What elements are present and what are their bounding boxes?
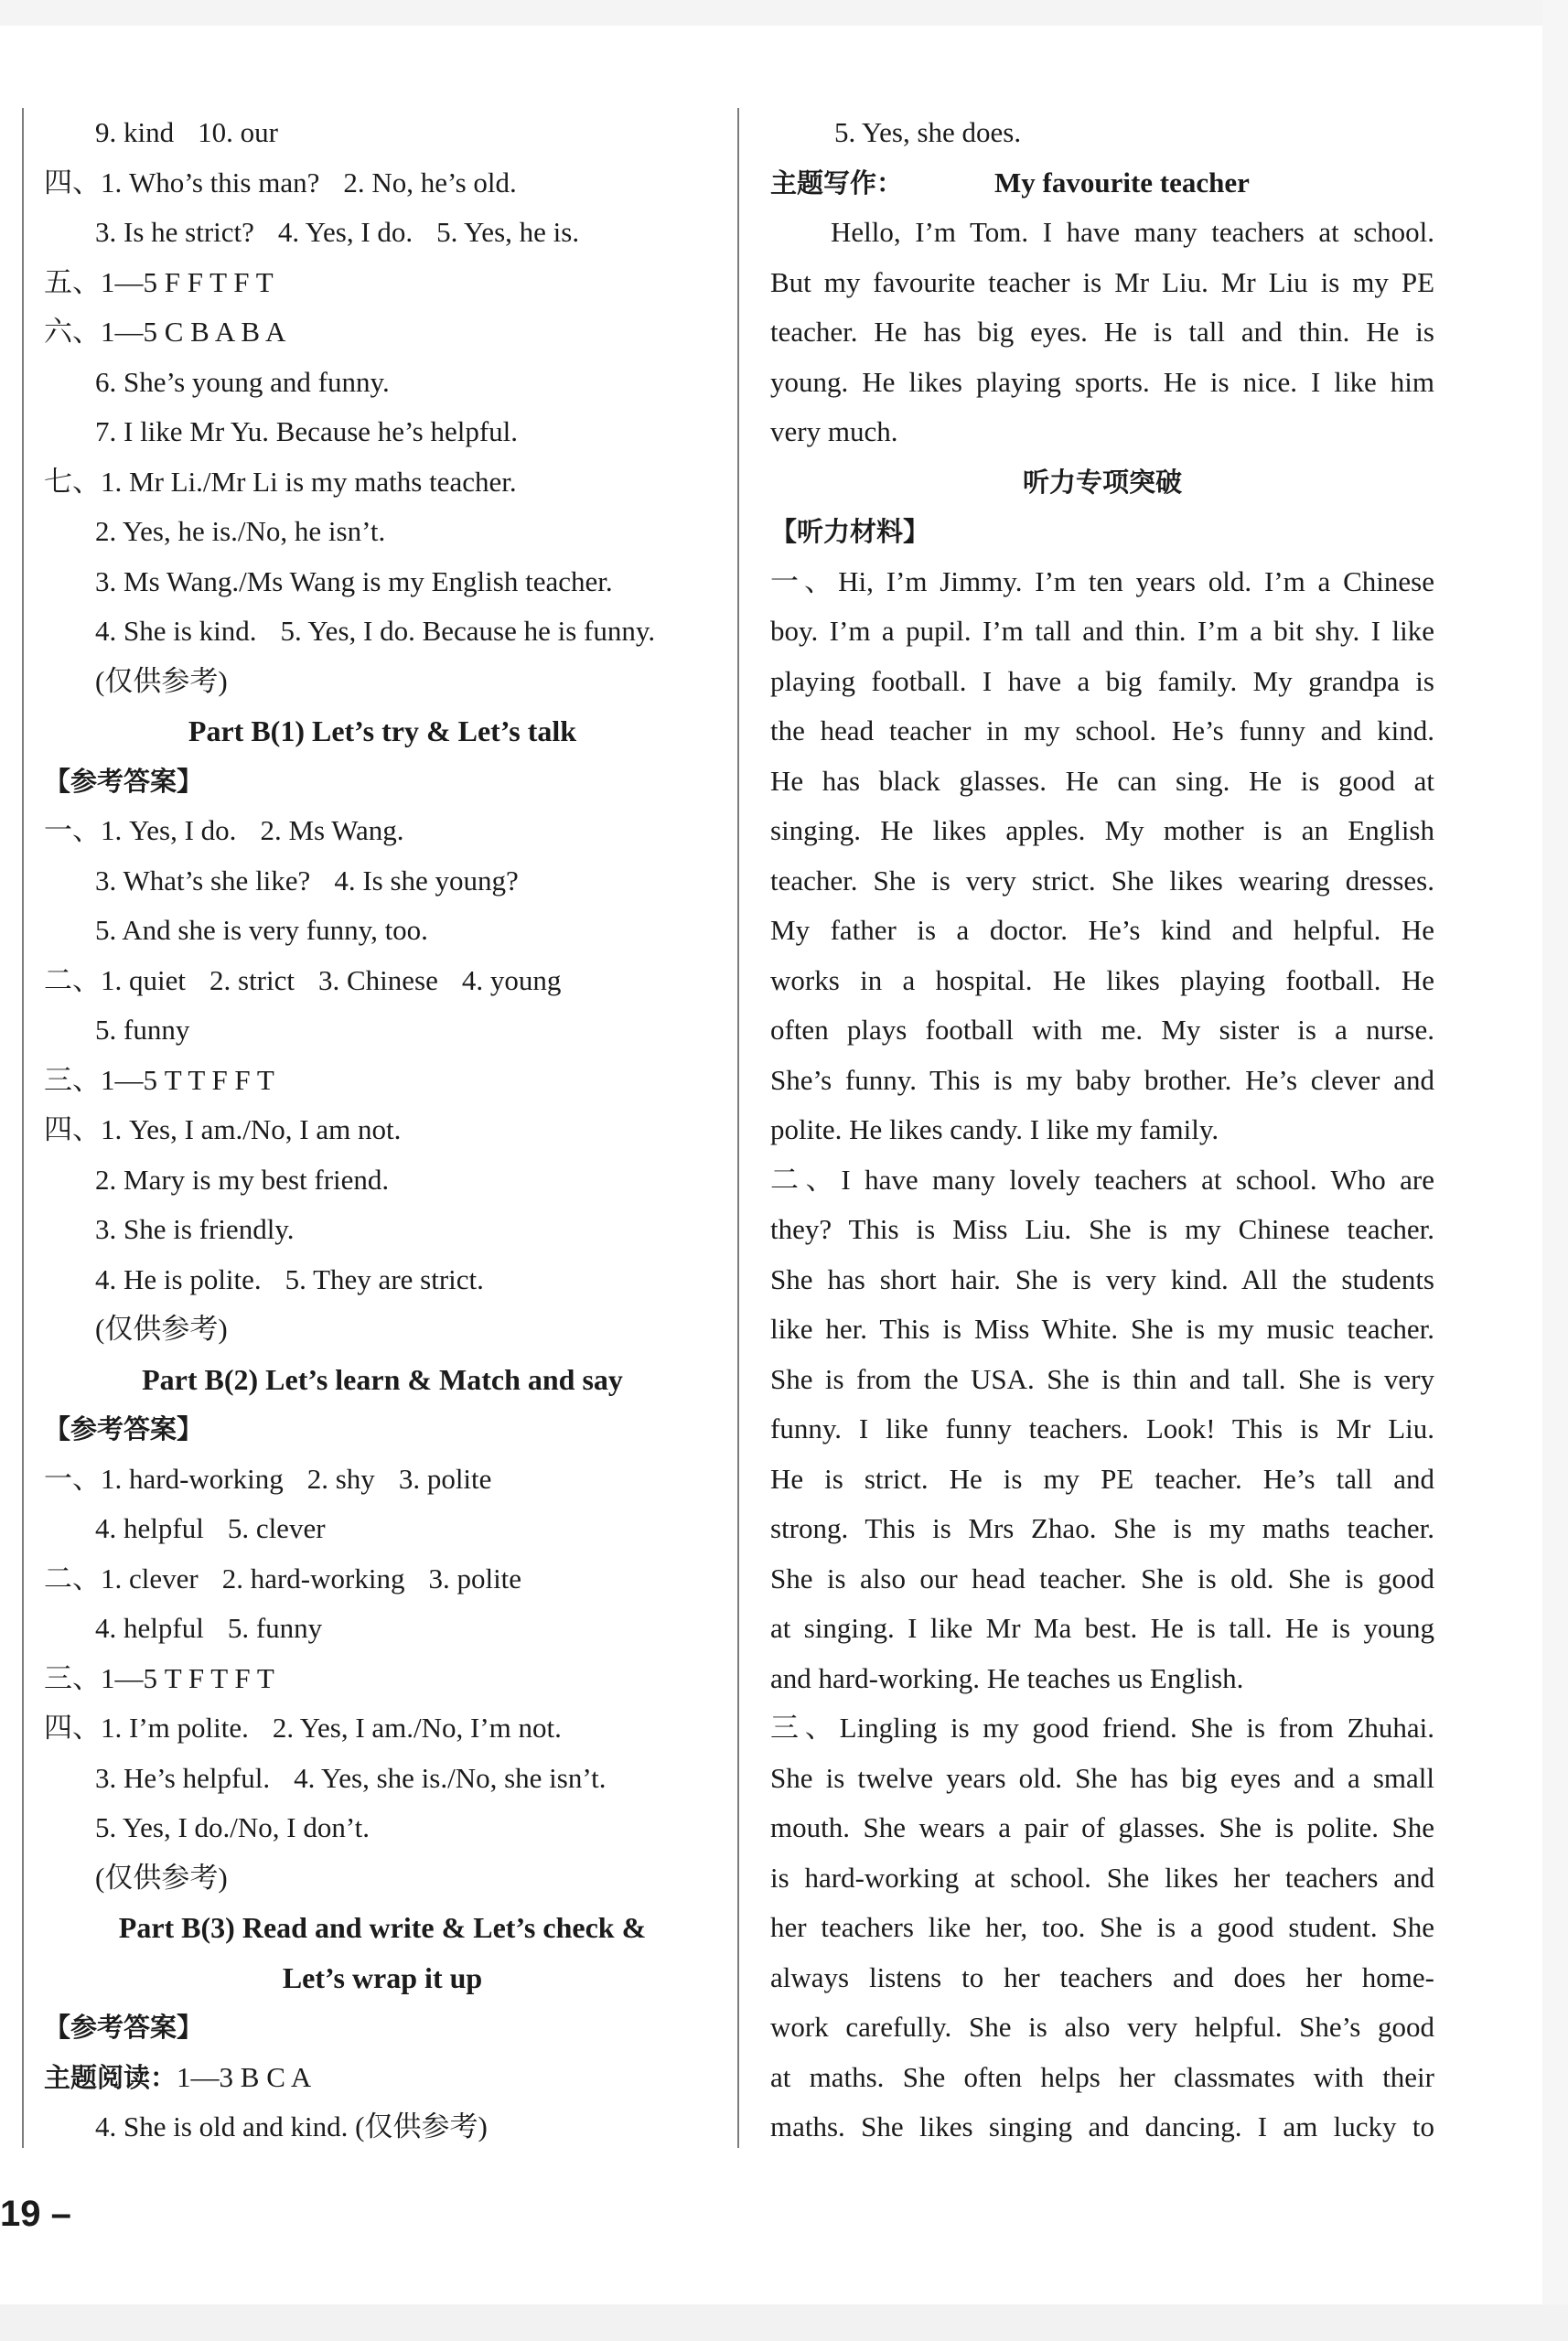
answer-line (44, 557, 721, 607)
page-right-margin (1542, 0, 1568, 2341)
answer-line (44, 158, 721, 209)
paragraph-line: at maths. She often helps her classmates with their (770, 2060, 1434, 2093)
right-column (770, 108, 1434, 2153)
paragraph-line: at singing. I like Mr Ma best. He is tall. He is young (770, 1612, 1434, 1644)
answer-item: 三、1—5 T F T F T (44, 1661, 274, 1694)
paragraph-line: works in a hospital. He likes playing football. He (770, 963, 1434, 996)
answer-line (44, 1803, 721, 1853)
paragraph-line: She has short hair. She is very kind. All the students (770, 1262, 1434, 1295)
paragraph-line: Hello, I’m Tom. I have many teachers at school. (831, 216, 1434, 248)
answer-item: 六、1—5 C B A B A (44, 316, 286, 348)
paragraph-line: the head teacher in my school. He’s funny and kind. (770, 714, 1434, 746)
answer-item: 3. Ms Wang./Ms Wang is my English teacher. (95, 564, 613, 597)
page-number: 19 – (0, 2194, 71, 2234)
answer-line (44, 607, 721, 657)
answer-item: 5. And she is very funny, too. (95, 914, 428, 946)
topic-label: 主题阅读： (44, 2061, 177, 2093)
paragraph-line: teacher. She is very strict. She likes wearing dresses. (770, 864, 1434, 897)
answer-item: 2. Ms Wang. (260, 814, 404, 846)
answer-item: 5. Yes, he is. (436, 216, 580, 248)
paragraph-line: singing. He likes apples. My mother is an English (770, 814, 1434, 846)
answer-line (44, 507, 721, 557)
answer-item: (仅供参考) (95, 664, 228, 697)
answer-item: 5. funny (95, 1014, 190, 1046)
answer-item: 5. funny (227, 1612, 323, 1644)
answer-line (44, 856, 721, 907)
answer-line (44, 358, 721, 408)
answer-item: 四、1. Yes, I am./No, I am not. (44, 1113, 402, 1145)
section-heading: 听力专项突破 (1022, 466, 1182, 498)
answer-line (44, 208, 721, 258)
answer-item: 七、1. Mr Li./Mr Li is my maths teacher. (44, 465, 517, 498)
answer-item: 2. strict (209, 963, 295, 996)
answer-item: 7. I like Mr Yu. Because he’s helpful. (95, 415, 519, 447)
essay-title: My favourite teacher (994, 166, 1250, 199)
answer-line (44, 906, 721, 956)
answer-line (44, 1554, 721, 1605)
answer-item: 5. Yes, she does. (834, 116, 1022, 148)
answer-line (44, 2102, 721, 2153)
answer-key-label: 【参考答案】 (44, 1413, 204, 1444)
paragraph-line: My father is a doctor. He’s kind and helpful. He (770, 914, 1434, 946)
answer-item: 三、1—5 T T F F T (44, 1063, 274, 1096)
paragraph-line: He is strict. He is my PE teacher. He’s tall and (770, 1462, 1434, 1495)
paragraph-line: her teachers like her, too. She is a good student. She (770, 1911, 1434, 1943)
left-margin-rule (22, 108, 24, 2148)
answer-line (44, 1703, 721, 1754)
answer-item: 2. Mary is my best friend. (95, 1163, 390, 1196)
answer-line (44, 307, 721, 358)
paragraph-line: always listens to her teachers and does her home- (770, 1960, 1434, 1993)
answer-item: 4. She is kind. (95, 615, 257, 647)
section-heading: Part B(1) Let’s try & Let’s talk (188, 714, 577, 747)
answer-line (44, 1504, 721, 1554)
answer-line (44, 1056, 721, 1106)
answer-line (44, 1604, 721, 1654)
answer-item: 2. hard-working (221, 1562, 405, 1595)
paragraph-line: She is twelve years old. She has big eyes and a small (770, 1761, 1434, 1794)
answer-line (44, 258, 721, 308)
answer-line (44, 457, 721, 508)
answer-item: 5. They are strict. (285, 1262, 484, 1295)
column-divider-rule (737, 108, 739, 2148)
paragraph-line: teacher. He has big eyes. He is tall and thin. He is (770, 316, 1434, 348)
paragraph-line: and hard-working. He teaches us English. (770, 1661, 1244, 1694)
answer-line (44, 1205, 721, 1255)
paragraph-line: like her. This is Miss White. She is my music teacher. (770, 1313, 1434, 1345)
answer-item: 2. Yes, I am./No, I’m not. (272, 1712, 562, 1744)
paragraph-line: playing football. I have a big family. My grandpa is (770, 664, 1434, 697)
paragraph-line: boy. I’m a pupil. I’m tall and thin. I’m a bit shy. I like (770, 615, 1434, 647)
answer-item: 3. polite (428, 1562, 522, 1595)
paragraph-line: She’s funny. This is my baby brother. He’s clever and (770, 1063, 1434, 1096)
paragraph-line: they? This is Miss Liu. She is my Chinese teacher. (770, 1213, 1434, 1245)
answer-text: 1—3 B C A (177, 2060, 312, 2093)
paragraph-line: is hard-working at school. She likes her teachers and (770, 1861, 1434, 1894)
answer-line (44, 806, 721, 856)
paragraph-line: funny. I like funny teachers. Look! This is Mr Liu. (770, 1412, 1434, 1444)
answer-item: 5. clever (227, 1512, 326, 1544)
answer-item: 3. polite (398, 1462, 492, 1495)
answer-item: 3. What’s she like? (95, 864, 311, 897)
answer-key-label: 【听力材料】 (770, 516, 930, 547)
answer-line (44, 1155, 721, 1206)
paragraph-line: She is also our head teacher. She is old. She is good (770, 1562, 1434, 1595)
paragraph-line: often plays football with me. My sister is a nurse. (770, 1014, 1434, 1046)
answer-item: 3. Is he strict? (95, 216, 254, 248)
answer-line (44, 1305, 721, 1355)
paragraph-line: work carefully. She is also very helpful. She’s good (770, 2011, 1434, 2043)
paragraph-line: 一、Hi, I’m Jimmy. I’m ten years old. I’m a Chinese (770, 564, 1434, 597)
answer-line (44, 657, 721, 707)
answer-item: 5. Yes, I do./No, I don’t. (95, 1811, 370, 1843)
answer-item: 3. Chinese (318, 963, 438, 996)
answer-item: 一、1. Yes, I do. (44, 814, 237, 846)
answer-item: 四、1. Who’s this man? (44, 166, 320, 199)
paragraph-line: young. He likes playing sports. He is nice. I like him (770, 365, 1434, 398)
answer-item: 5. Yes, I do. Because he is funny. (280, 615, 656, 647)
page-top-margin (0, 0, 1568, 26)
answer-item: 4. She is old and kind. (仅供参考) (95, 2110, 488, 2142)
answer-key-label: 【参考答案】 (44, 765, 204, 797)
answer-line (44, 2053, 721, 2103)
answer-item: 二、1. quiet (44, 963, 186, 996)
answer-line (44, 1853, 721, 1904)
answer-item: 9. kind (95, 116, 175, 148)
answer-key-label: 【参考答案】 (44, 2012, 204, 2043)
answer-item: (仅供参考) (95, 1313, 228, 1345)
answer-item: 3. She is friendly. (95, 1213, 295, 1245)
answer-item: 6. She’s young and funny. (95, 365, 390, 398)
answer-item: (仅供参考) (95, 1861, 228, 1894)
paragraph-line: He has black glasses. He can sing. He is good at (770, 764, 1434, 797)
answer-line (44, 108, 721, 158)
section-heading: Let’s wrap it up (282, 1960, 483, 1994)
paragraph-line: But my favourite teacher is Mr Liu. Mr Liu is my PE (770, 265, 1434, 298)
answer-item: 五、1—5 F F T F T (44, 265, 274, 298)
section-heading: Part B(3) Read and write & Let’s check & (118, 1911, 647, 1944)
paragraph-line: maths. She likes singing and dancing. I am lucky to (770, 2110, 1434, 2142)
section-heading: Part B(2) Let’s learn & Match and say (142, 1362, 623, 1396)
answer-item: 二、1. clever (44, 1562, 199, 1595)
answer-item: 2. No, he’s old. (343, 166, 517, 199)
page-bottom-margin (0, 2304, 1568, 2341)
answer-item: 四、1. I’m polite. (44, 1712, 249, 1744)
answer-line (44, 1654, 721, 1704)
answer-item: 2. Yes, he is./No, he isn’t. (95, 515, 386, 547)
answer-line (44, 1455, 721, 1505)
answer-item: 一、1. hard-working (44, 1462, 284, 1495)
answer-item: 4. Yes, she is./No, she isn’t. (294, 1761, 607, 1794)
answer-line (44, 1255, 721, 1305)
topic-label: 主题写作： (770, 166, 904, 199)
paragraph-line: strong. This is Mrs Zhao. She is my maths teacher. (770, 1512, 1434, 1544)
answer-item: 10. our (198, 116, 278, 148)
paragraph-line: 二、I have many lovely teachers at school. Who are (770, 1163, 1434, 1196)
answer-item: 4. helpful (95, 1512, 204, 1544)
answer-item: 4. Is she young? (334, 864, 519, 897)
paragraph-line: mouth. She wears a pair of glasses. She is polite. She (770, 1811, 1434, 1843)
answer-line (770, 108, 1434, 158)
answer-line (44, 956, 721, 1006)
left-column (44, 108, 721, 2153)
paragraph-line: 三、Lingling is my good friend. She is from Zhuhai. (770, 1712, 1434, 1744)
answer-item: 4. helpful (95, 1612, 204, 1644)
answer-line (44, 1754, 721, 1804)
paragraph-line: She is from the USA. She is thin and tall. She is very (770, 1362, 1434, 1395)
answer-item: 4. young (461, 963, 562, 996)
answer-item: 2. shy (306, 1462, 375, 1495)
answer-line (44, 407, 721, 457)
answer-item: 3. He’s helpful. (95, 1761, 271, 1794)
answer-line (44, 1105, 721, 1155)
answer-line (44, 1005, 721, 1056)
paragraph-line: very much. (770, 415, 898, 447)
writing-header (770, 158, 1434, 209)
answer-item: 4. Yes, I do. (277, 216, 413, 248)
answer-item: 4. He is polite. (95, 1262, 262, 1295)
paragraph-line: polite. He likes candy. I like my family. (770, 1113, 1219, 1145)
